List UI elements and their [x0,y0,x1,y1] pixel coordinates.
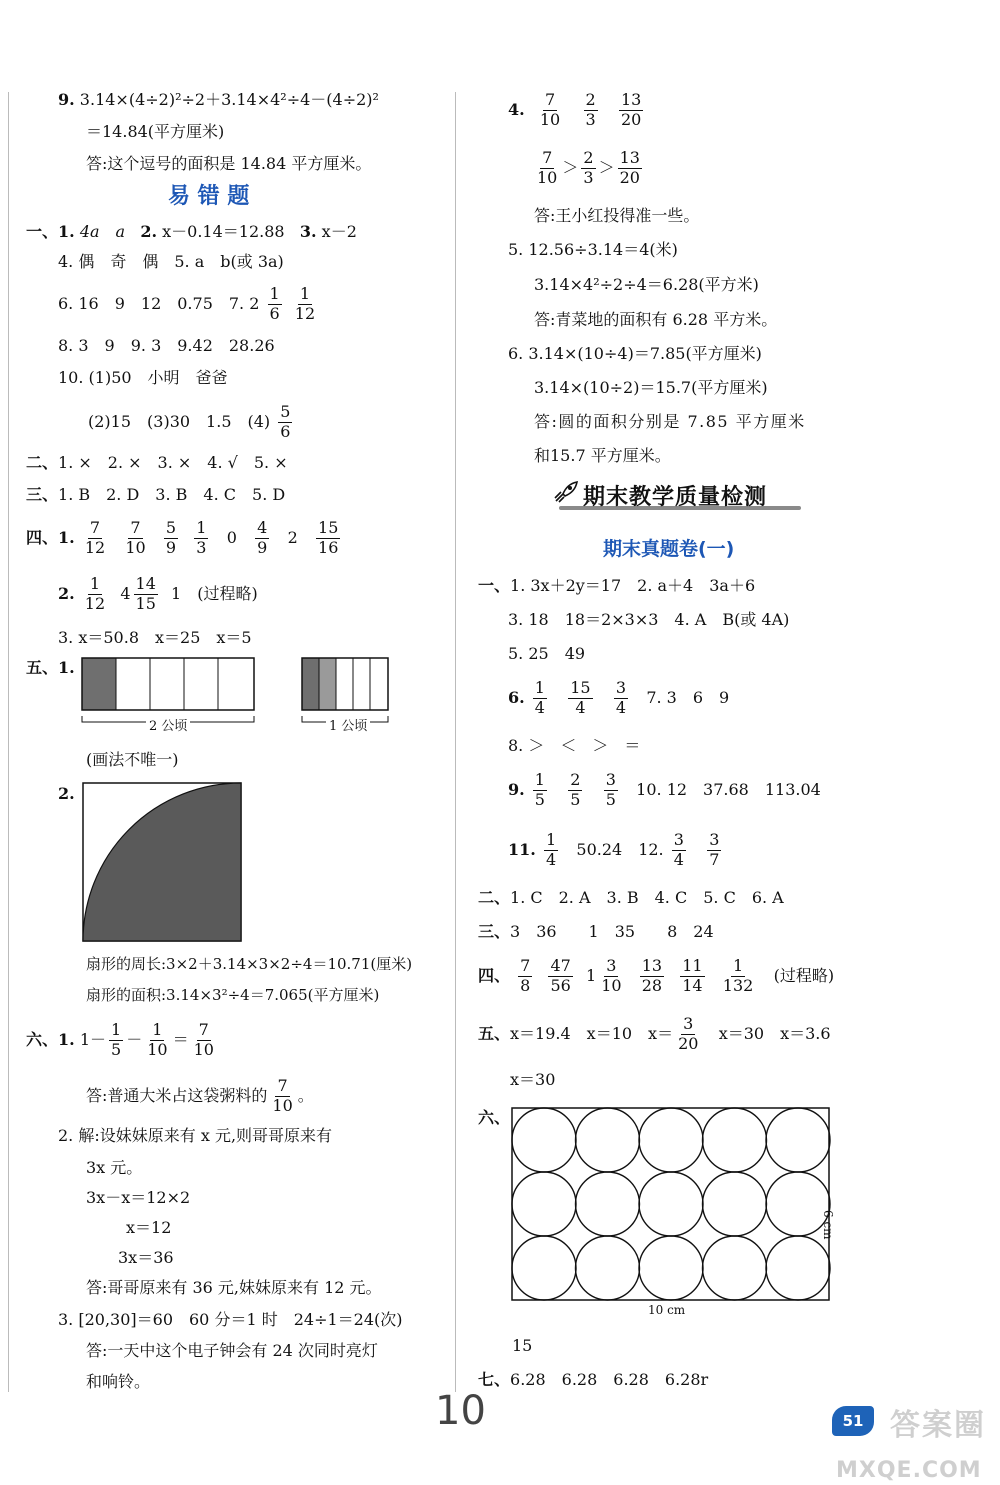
label-1-hectare: 1 公顷 [326,720,370,733]
p6-answer: 15 [512,1336,533,1355]
grid-1-hectare [302,658,388,722]
p5-row1: 五、x＝19.4 x＝10 x＝ $\frac{3}{20}$ x＝30 x＝3.6 [478,1014,831,1053]
s6-q3-line2: 答:一天中这个电子钟会有 24 次同时亮灯 [86,1341,378,1360]
p4-row: 四、 $\frac{7}{8}$ $\frac{47}{56}$ 1 $\frac{3}{10}$ $\frac{13}{28}$ $\frac{11}{14}$ $\frac{1}{132}$ (过程略) [478,956,835,995]
p1-row6: 9. $\frac{1}{5}$ $\frac{2}{5}$ $\frac{3}{5}$ 10. 12 37.68 113.04 [508,770,821,809]
s2-row: 二、1. × 2. × 3. × 4. √ 5. × [26,453,288,472]
s6-q2-line2: 3x 元。 [86,1158,143,1177]
r-q5-line2: 3.14×4²÷2÷4＝6.28(平方米) [534,275,759,294]
watermark-logo: 答案圈 [890,1408,986,1443]
sector-perimeter: 扇形的周长:3×2＋3.14×3×2÷4＝10.71(厘米) [86,955,413,973]
section-banner [553,476,801,514]
s6-q1-equation: 六、1. 1－ $\frac{1}{5}$ － $\frac{1}{10}$ ＝ $\frac{7}{10}$ [26,1020,214,1059]
rect-height-label: 6 cm [821,1210,835,1240]
page-number: 51 [832,1406,874,1436]
p1-row7: 11. $\frac{1}{4}$ 50.24 12. $\frac{3}{4}$ $\frac{3}{7}$ [508,830,720,869]
s6-q2-line3: 3x－x＝12×2 [86,1188,191,1207]
p5-row2: x＝30 [510,1070,556,1089]
grid-2-hectare [82,658,254,722]
s1-row2: 4. 偶 奇 偶 5. a b(或 3a) [58,252,284,271]
p2-row: 二、1. C 2. A 3. B 4. C 5. C 6. A [478,888,784,907]
s6-q2-line1: 2. 解:设妹妹原来有 x 元,则哥哥原来有 [58,1126,333,1145]
r-q5-line1: 5. 12.56÷3.14＝4(米) [508,240,678,259]
p1-row5: 8. ＞ ＜ ＞ ＝ [508,736,641,755]
s1-row1: 一、1. 4a a 2. x－0.14＝12.88 3. x－2 [26,222,357,241]
column-divider [455,92,456,1392]
exam-subtitle: 期末真题卷(一) [603,538,735,560]
r-q6-line2: 3.14×(10÷2)＝15.7(平方厘米) [534,378,768,397]
r-q6-line1: 6. 3.14×(10÷4)＝7.85(平方厘米) [508,344,762,363]
r-q4-fractions: 4. $\frac{7}{10}$ $\frac{2}{3}$ $\frac{13}{20}$ [508,90,642,129]
p3-row: 三、3 36 1 35 8 24 [478,922,714,941]
p1-row2: 3. 18 18＝2×3×3 4. A B(或 4A) [508,610,790,629]
handwritten-number: 10 [435,1388,486,1434]
r-q4-compare: $\frac{7}{10}$ ＞ $\frac{2}{3}$ ＞ $\frac{13}{20}$ [537,148,640,187]
watermark-url: MXQE.COM [836,1458,982,1483]
s6-q3-line3: 和响铃。 [86,1372,151,1391]
q9-result: ＝14.84(平方厘米) [86,122,225,141]
rocket-icon [553,480,579,504]
s6-q2-line5: 3x＝36 [118,1248,174,1267]
banner-title: 期末教学质量检测 [583,485,768,510]
r-q5-answer: 答:青菜地的面积有 6.28 平方米。 [534,310,778,329]
rect-width-label: 10 cm [648,1303,686,1317]
s6-q2-answer: 答:哥哥原来有 36 元,妹妹原来有 12 元。 [86,1278,382,1297]
circles-rectangle-diagram [510,1106,835,1302]
s6-q3-line1: 3. [20,30]＝60 60 分＝1 时 24÷1＝24(次) [58,1310,403,1329]
s6-q1-answer: 答:普通大米占这袋粥料的 $\frac{7}{10}$ 。 [86,1076,314,1115]
s1-row5: 10. (1)50 小明 爸爸 [58,368,228,387]
s1-row6: (2)15 (3)30 1.5 (4) $\frac{5}{6}$ [88,402,291,441]
r-q4-answer: 答:王小红投得准一些。 [534,206,700,225]
s6-q2-line4: x＝12 [126,1218,172,1237]
r-q6-answer-cont: 和15.7 平方厘米。 [534,446,671,465]
p1-row4: 6. $\frac{1}{4}$ $\frac{15}{4}$ $\frac{3}{4}$ 7. 3 6 9 [508,678,730,717]
s4-row3: 3. x＝50.8 x＝25 x＝5 [58,628,252,647]
label-2-hectare: 2 公顷 [146,720,190,733]
s4-row1: 四、1. $\frac{7}{12}$ $\frac{7}{10}$ $\frac{5}{9}$ $\frac{1}{3}$ 0 $\frac{4}{9}$ 2 $\frac{15}{16}$ [26,518,339,557]
sector-diagram [82,782,244,944]
q9-formula: 9. 3.14×(4÷2)²÷2＋3.14×4²÷4－(4÷2)² [58,90,379,109]
sector-area: 扇形的面积:3.14×3²÷4＝7.065(平方厘米) [86,986,380,1004]
p7-row: 七、6.28 6.28 6.28 6.28r [478,1370,709,1389]
s5-q2-label: 2. [58,784,75,803]
p1-row3: 5. 25 49 [508,644,586,663]
r-q6-answer: 答:圆的面积分别是 7.85 平方厘米 [534,412,806,431]
s5-note: (画法不唯一) [86,750,179,769]
p1-row1: 一、1. 3x＋2y＝17 2. a＋4 3a＋6 [478,576,756,595]
s1-row3: 6. 16 9 12 0.75 7. 2 $\frac{1}{6}$ $\frac{1}{12}$ [58,284,316,323]
s4-row2: 2. $\frac{1}{12}$ 4 $\frac{14}{15}$ 1 (过程略) [58,574,258,613]
section-title-yicuo: 易 错 题 [168,184,250,209]
left-margin-rule [8,92,9,1392]
s5-label: 五、1. [26,658,75,677]
q9-answer: 答:这个逗号的面积是 14.84 平方厘米。 [86,154,372,173]
p6-label: 六、 [478,1108,511,1127]
s3-row: 三、1. B 2. D 3. B 4. C 5. D [26,485,286,504]
s1-row4: 8. 3 9 9. 3 9.42 28.26 [58,336,275,355]
